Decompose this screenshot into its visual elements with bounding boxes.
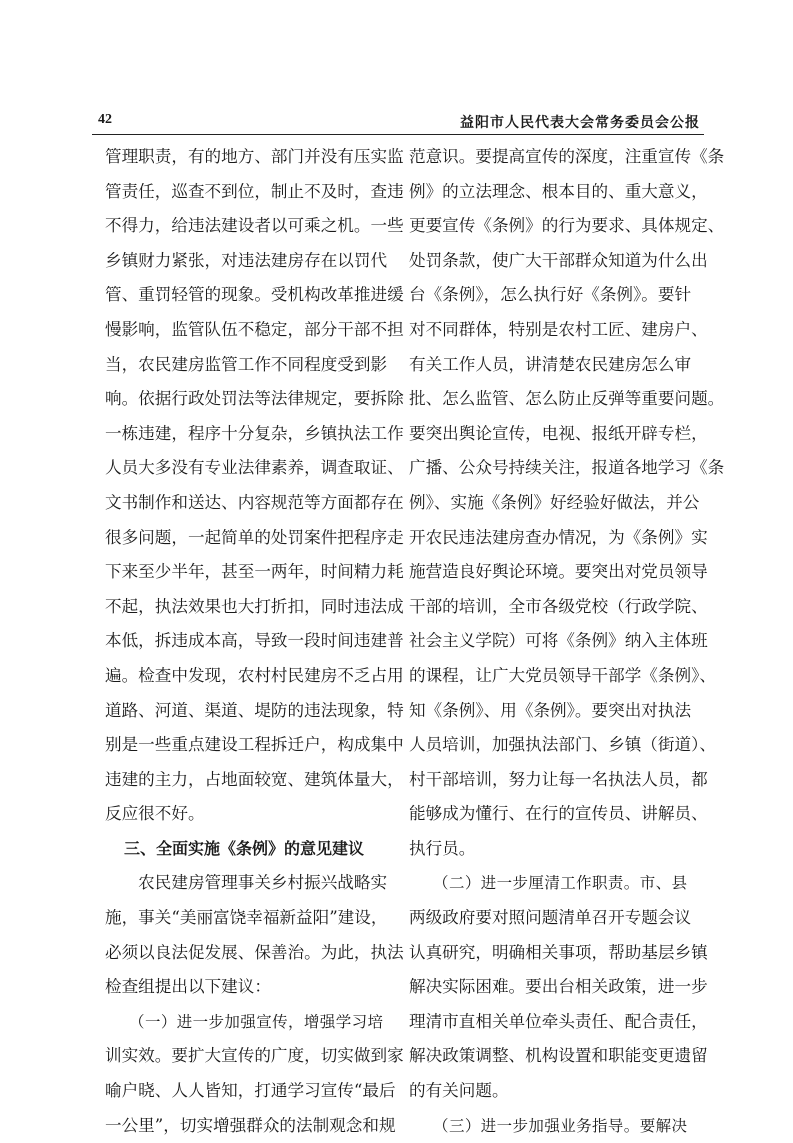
text-line: 认真研究，明确相关事项，帮助基层乡镇 (409, 942, 708, 962)
text-line: 反应很不好。 (105, 804, 205, 824)
text-line: 一栋违建，程序十分复杂，乡镇执法工作 (105, 423, 404, 443)
text-line: （三）进一步加强业务指导。要解决 (409, 1116, 687, 1135)
header-rule (92, 134, 704, 135)
text-line: 当，农民建房监管工作不同程度受到影 (105, 354, 388, 374)
text-line: 很多问题，一起简单的处罚案件把程序走 (105, 527, 404, 547)
text-line: 施营造良好舆论环境。要突出对党员领导 (409, 562, 708, 582)
text-line: 道路、河道、渠道、堤防的违法现象，特 (105, 700, 404, 720)
text-line: 范意识。要提高宣传的深度，注重宣传《条 (409, 147, 725, 166)
text-line: 人员培训，加强执法部门、乡镇（街道）、 (409, 735, 716, 755)
text-line: 人员大多没有专业法律素养，调查取证、 (105, 458, 404, 478)
text-line: 执行员。 (409, 838, 476, 858)
text-line: 下来至少半年，甚至一两年，时间精力耗 (105, 562, 404, 582)
text-line: 喻户晓、人人皆知，打通学习宣传“最后 (105, 1081, 396, 1101)
page-number: 42 (98, 112, 112, 127)
text-line: 干部的培训，全市各级党校（行政学院、 (409, 596, 708, 616)
text-line: 施，事关“美丽富饶幸福新益阳”建设， (105, 908, 388, 928)
text-line: 广播、公众号持续关注，报道各地学习《条 (409, 458, 725, 478)
running-header (92, 112, 704, 136)
text-line: 要突出舆论宣传，电视、报纸开辟专栏， (409, 423, 708, 443)
text-line: 解决实际困难。要出台相关政策，进一步 (409, 977, 708, 997)
text-line: 知《条例》、用《条例》。要突出对执法 (409, 700, 692, 720)
text-line: 一公里”，切实增强群众的法制观念和规 (105, 1115, 396, 1135)
text-line: 别是一些重点建设工程拆迁户，构成集中 (105, 735, 404, 755)
text-line: 解决政策调整、机构设置和职能变更遗留 (409, 1046, 708, 1066)
text-line: 村干部培训，努力让每一名执法人员，都 (409, 769, 708, 789)
text-line: 训实效。要扩大宣传的广度，切实做到家 (105, 1046, 404, 1066)
text-line: 的课程，让广大党员领导干部学《条例》、 (409, 665, 716, 685)
text-line: 对不同群体，特别是农村工匠、建房户、 (409, 319, 708, 339)
text-line: 乡镇财力紧张，对违法建房存在以罚代 (105, 250, 388, 270)
text-line: 台《条例》，怎么执行好《条例》。要针 (409, 285, 692, 305)
text-line: 的有关问题。 (409, 1081, 509, 1101)
text-line: （二）进一步厘清工作职责。市、县 (409, 874, 687, 893)
text-line: 文书制作和送达、内容规范等方面都存在 (105, 492, 404, 512)
text-line: 例》的立法理念、根本目的、重大意义， (409, 181, 708, 201)
journal-title: 益阳市人民代表大会常务委员会公报 (460, 115, 700, 131)
text-line: 有关工作人员，讲清楚农民建房怎么审 (409, 354, 692, 374)
text-line: 社会主义学院）可将《条例》纳入主体班 (409, 631, 708, 651)
text-line: 遍。检查中发现，农村村民建房不乏占用 (105, 665, 404, 685)
text-line: 慢影响，监管队伍不稳定，部分干部不担 (105, 319, 404, 339)
text-line: 不起，执法效果也大打折扣，同时违法成 (105, 596, 404, 616)
text-line: 三、全面实施《条例》的意见建议 (123, 838, 364, 858)
text-line: 本低，拆违成本高，导致一段时间违建普 (105, 631, 404, 651)
text-line: 例》、实施《条例》好经验好做法，并公 (409, 492, 700, 512)
text-line: 两级政府要对照问题清单召开专题会议 (409, 908, 692, 928)
text-line: 响。依据行政处罚法等法律规定，要拆除 (105, 389, 404, 409)
left-column (105, 140, 404, 1143)
text-line: 处罚条款，使广大干部群众知道为什么出 (409, 250, 708, 270)
text-line: 更要宣传《条例》的行为要求、具体规定、 (409, 216, 725, 236)
right-column (409, 140, 725, 1143)
text-line: 理清市直相关单位牵头责任、配合责任， (409, 1011, 708, 1031)
text-line: 检查组提出以下建议： (105, 977, 271, 997)
text-line: 管、重罚轻管的现象。受机构改革推进缓 (105, 285, 404, 305)
text-line: 能够成为懂行、在行的宣传员、讲解员、 (409, 804, 708, 824)
text-line: 不得力，给违法建设者以可乘之机。一些 (105, 216, 404, 236)
text-line: 必须以良法促发展、保善治。为此，执法 (105, 942, 404, 962)
text-line: （一）进一步加强宣传，增强学习培 (105, 1012, 383, 1031)
text-line: 违建的主力，占地面较宽、建筑体量大， (105, 769, 404, 789)
text-line: 批、怎么监管、怎么防止反弹等重要问题。 (409, 389, 725, 409)
text-line: 开农民违法建房查办情况，为《条例》实 (409, 527, 708, 547)
text-line: 农民建房管理事关乡村振兴战略实 (105, 873, 388, 893)
text-line: 管理职责，有的地方、部门并没有压实监 (105, 147, 404, 166)
text-line: 管责任，巡查不到位，制止不及时，查违 (105, 181, 404, 201)
